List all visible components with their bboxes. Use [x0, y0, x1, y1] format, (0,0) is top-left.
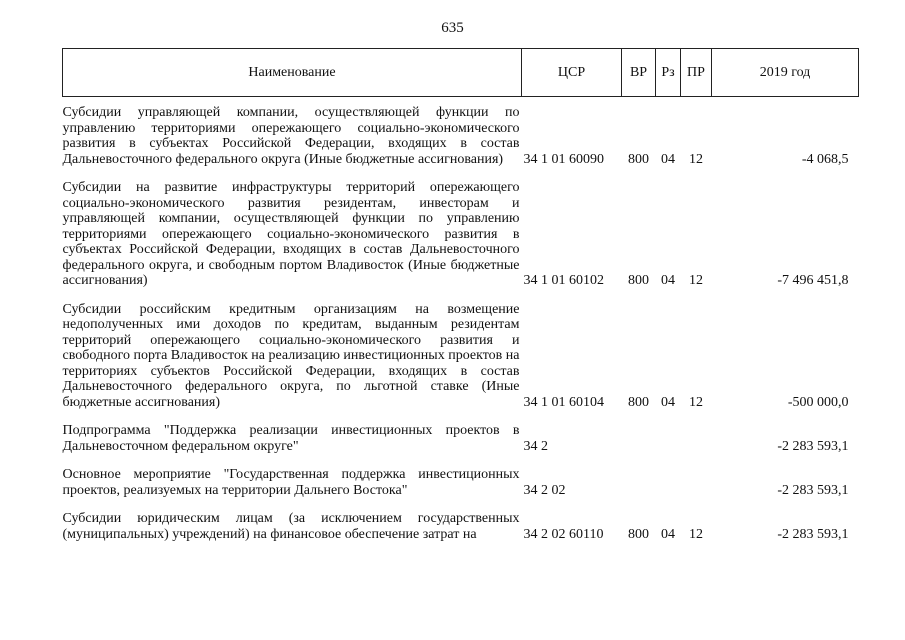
row-csr: 34 2 — [523, 438, 548, 454]
row-name: Субсидии российским кредитным организациям на возмещение недополученных ими доходов по кредитам, выданным резидентам территорий опережающего социально-экономического развития и свободного порта Владивосток на реализацию инвестиционных проектов на территориях субъектов Российской Федерации, входящих в состав Дальневосточного федерального округа, по льготной ставке (Иные бюджетные ассигнования) — [62, 301, 520, 410]
row-csr: 34 1 01 60102 — [523, 273, 604, 288]
row-name: Субсидии управляющей компании, осуществляющей функции по управлению территориями опережающего социально-экономического развития в субъектах Российской Федерации, входящих в состав Дальневосточного федерального округа (Иные бюджетные ассигнования) — [62, 105, 520, 167]
row-pr — [681, 415, 712, 459]
table-row — [63, 415, 859, 459]
row-csr: 34 1 01 60104 — [523, 394, 604, 410]
row-vr: 800 — [628, 273, 649, 288]
row-pr: 12 — [689, 151, 703, 167]
row-pr: 12 — [689, 273, 703, 288]
row-sum: -2 283 593,1 — [777, 526, 849, 542]
header-name: Наименование — [63, 49, 522, 97]
table-row — [63, 294, 859, 416]
table-body — [63, 97, 859, 548]
header-csr: ЦСР — [522, 49, 622, 97]
row-name: Основное мероприятие "Государственная поддержка инвестиционных проектов, реализуемых на территории Дальнего Востока" — [62, 467, 520, 498]
table-row — [63, 503, 859, 547]
row-csr: 34 2 02 — [523, 482, 566, 498]
row-name: Субсидии юридическим лицам (за исключением государственных (муниципальных) учреждений) на финансовое обеспечение затрат на — [62, 511, 520, 542]
header-pr: ПР — [681, 49, 712, 97]
row-rz: 04 — [661, 151, 675, 167]
row-rz: 04 — [661, 273, 675, 288]
header-vr: ВР — [622, 49, 656, 97]
row-sum: -2 283 593,1 — [777, 438, 849, 454]
row-sum: -4 068,5 — [801, 151, 849, 167]
row-rz: 04 — [661, 526, 675, 542]
table-row — [63, 172, 859, 294]
table-header — [63, 49, 859, 97]
row-pr: 12 — [689, 394, 703, 410]
row-pr — [681, 459, 712, 503]
header-year: 2019 год — [712, 49, 859, 97]
row-vr — [622, 459, 656, 503]
row-csr: 34 1 01 60090 — [523, 151, 604, 167]
row-sum: -7 496 451,8 — [777, 273, 849, 288]
row-vr: 800 — [628, 526, 649, 542]
table-row — [63, 97, 859, 173]
row-rz — [656, 415, 681, 459]
row-vr — [622, 415, 656, 459]
row-vr: 800 — [628, 394, 649, 410]
page-number: 635 — [441, 20, 464, 36]
header-rz: Рз — [656, 49, 681, 97]
row-name: Субсидии на развитие инфраструктуры территорий опережающего социально-экономического развития резидентам, инвесторам и управляющей компании, осуществляющей функции по управлению территориями опережающего социально-экономического развития в субъектах Российской Федерации, входящих в состав Дальневосточного федерального округа, и свободным портом Владивосток (Иные бюджетные ассигнования) — [62, 180, 520, 288]
row-sum: -2 283 593,1 — [777, 482, 849, 498]
budget-table — [62, 48, 859, 547]
row-name: Подпрограмма "Поддержка реализации инвестиционных проектов в Дальневосточном федеральном округе" — [62, 423, 520, 454]
row-rz — [656, 459, 681, 503]
table-row — [63, 459, 859, 503]
row-csr: 34 2 02 60110 — [523, 526, 604, 542]
row-sum: -500 000,0 — [787, 394, 849, 410]
row-pr: 12 — [689, 526, 703, 542]
row-rz: 04 — [661, 394, 675, 410]
row-vr: 800 — [628, 151, 649, 167]
